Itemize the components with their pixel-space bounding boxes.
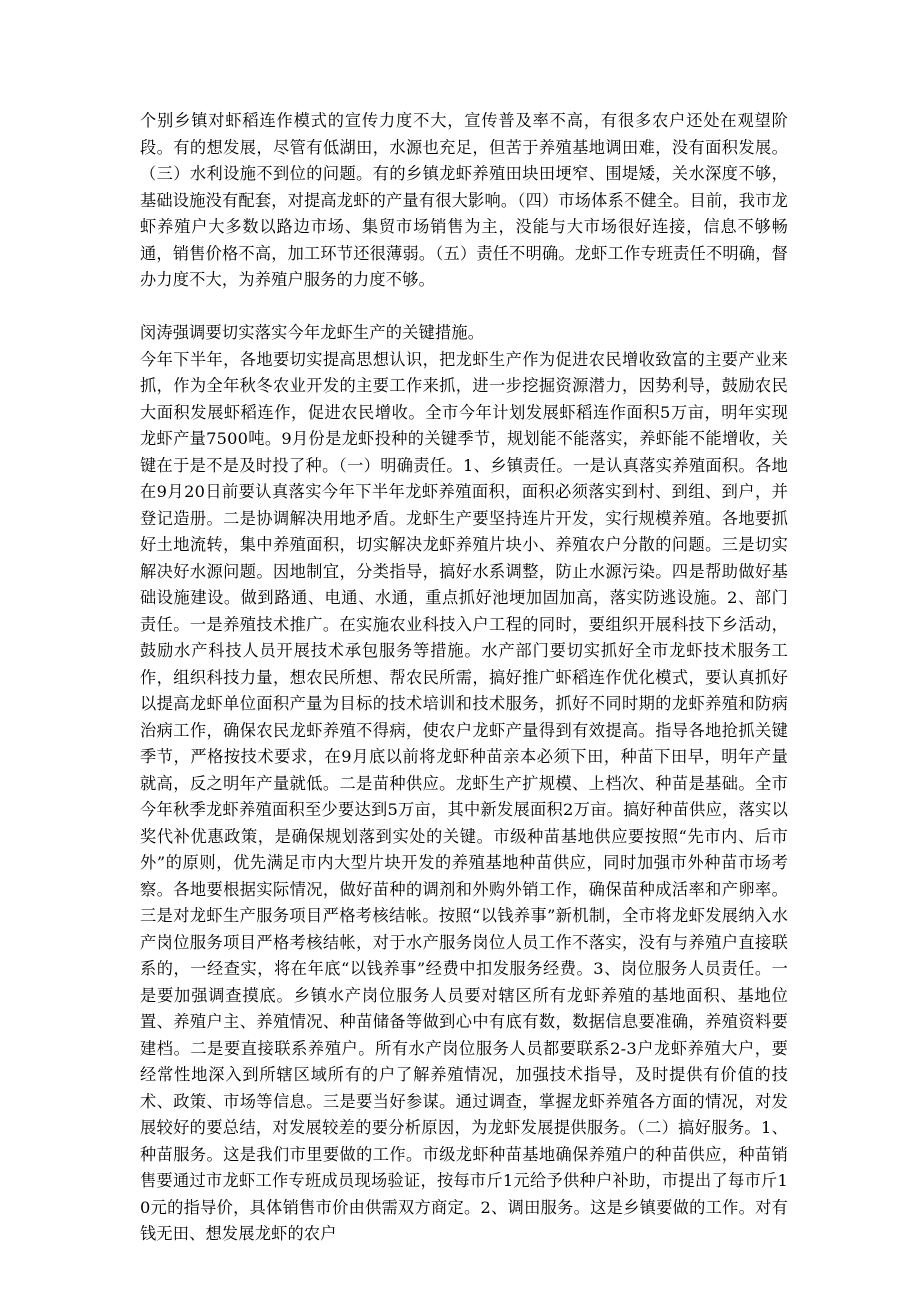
section-heading: 闵涛强调要切实落实今年龙虾生产的关键措施。	[140, 323, 485, 342]
document-page	[140, 108, 788, 1248]
body-paragraph: 今年下半年，各地要切实提高思想认识，把龙虾生产作为促进农民增收致富的主要产业来抓，作为全年秋冬农业开发的主要工作来抓，进一步挖掘资源潜力，因势利导，鼓励农民大面积发展虾稻连作，促进农民增收。全市今年计划发展虾稻连作面积5万亩，明年实现龙虾产量7500吨。9月份是龙虾投种的关键季节，规划能不能落实，养虾能不能增收，关键在于是不是及时投了种。（一）明确责任。1、乡镇责任。一是认真落实养殖面积。各地在9月20日前要认真落实今年下半年龙虾养殖面积，面积必须落实到村、到组、到户，并登记造册。二是协调解决用地矛盾。龙虾生产要坚持连片开发，实行规模养殖。各地要抓好土地流转，集中养殖面积，切实解决龙虾养殖片块小、养殖农户分散的问题。三是切实解决好水源问题。因地制宜，分类指导，搞好水系调整，防止水源污染。四是帮助做好基础设施建设。做到路通、电通、水通，重点抓好池埂加固加高，落实防逃设施。2、部门责任。一是养殖技术推广。在实施农业科技入户工程的同时，要组织开展科技下乡活动，鼓励水产科技人员开展技术承包服务等措施。水产部门要切实抓好全市龙虾技术服务工作，组织科技力量，想农民所想、帮农民所需，搞好推广虾稻连作优化模式，要认真抓好以提高龙虾单位面积产量为目标的技术培训和技术服务，抓好不同时期的龙虾养殖和防病治病工作，确保农民龙虾养殖不得病，使农户龙虾产量得到有效提高。指导各地抢抓关键季节，严格按技术要求，在9月底以前将龙虾种苗亲本必须下田，种苗下田早，明年产量就高，反之明年产量就低。二是苗种供应。龙虾生产扩规模、上档次、种苗是基础。全市今年秋季龙虾养殖面积至少要达到5万亩，其中新发展面积2万亩。搞好种苗供应，落实以奖代补优惠政策，是确保规划落到实处的关键。市级种苗基地供应要按照“先市内、后市外”的原则，优先满足市内大型片块开发的养殖基地种苗供应，同时加强市外种苗市场考察。各地要根据实际情况，做好苗种的调剂和外购外销工作，确保苗种成活率和产卵率。三是对龙虾生产服务项目严格考核结帐。按照“以钱养事”新机制，全市将龙虾发展纳入水产岗位服务项目严格考核结帐，对于水产服务岗位人员工作不落实，没有与养殖户直接联系的，一经查实，将在年底“以钱养事”经费中扣发服务经费。3、岗位服务人员责任。一是要加强调查摸底。乡镇水产岗位服务人员要对辖区所有龙虾养殖的基地面积、基地位置、养殖户主、养殖情况、种苗储备等做到心中有底有数，数据信息要准确，养殖资料要建档。二是要直接联系养殖户。所有水产岗位服务人员都要联系2-3户龙虾养殖大户，要经常性地深入到所辖区域所有的户了解养殖情况，加强技术指导，及时提供有价值的技术、政策、市场等信息。三是要当好参谋。通过调查，掌握龙虾养殖各方面的情况，对发展较好的要总结，对发展较差的要分析原因，为龙虾发展提供服务。（二）搞好服务。1、种苗服务。这是我们市里要做的工作。市级龙虾种苗基地确保养殖户的种苗供应，种苗销售要通过市龙虾工作专班成员现场验证，按每市斤1元给予供种户补助，市提出了每市斤10元的指导价，具体销售市价由供需双方商定。2、调田服务。这是乡镇要做的工作。对有钱无田、想发展龙虾的农户	[140, 349, 788, 1243]
body-paragraph: 个别乡镇对虾稻连作模式的宣传力度不大，宣传普及率不高，有很多农户还处在观望阶段。有的想发展，尽管有低湖田，水源也充足，但苦于养殖基地调田难，没有面积发展。（三）水利设施不到位的问题。有的乡镇龙虾养殖田块田埂窄、围堤矮，关水深度不够，基础设施没有配套，对提高龙虾的产量有很大影响。（四）市场体系不健全。目前，我市龙虾养殖户大多数以路边市场、集贸市场销售为主，没能与大市场很好连接，信息不够畅通，销售价格不高，加工环节还很薄弱。（五）责任不明确。龙虾工作专班责任不明确，督办力度不大，为养殖户服务的力度不够。	[140, 111, 789, 289]
paragraph-spacer	[140, 294, 788, 321]
